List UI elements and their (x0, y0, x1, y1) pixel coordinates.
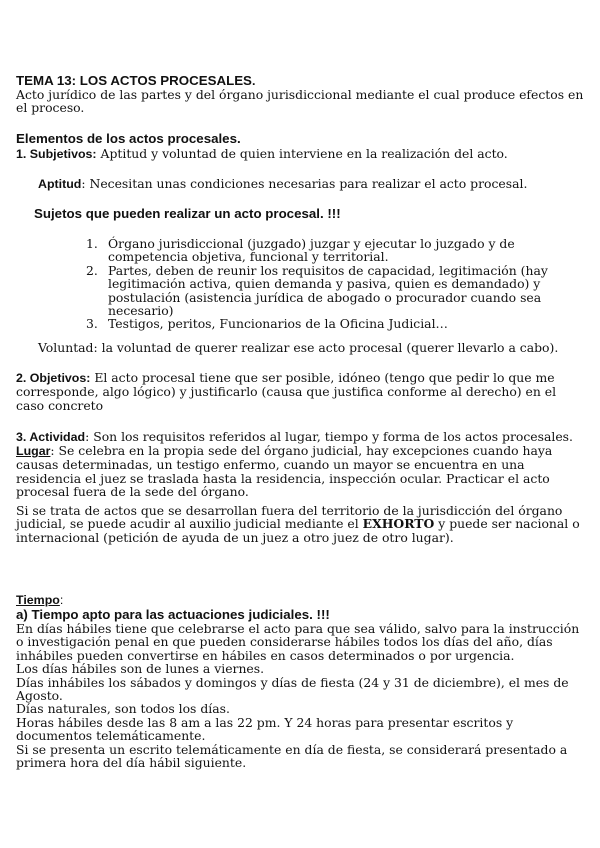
subjetivos-label: 1. Subjetivos: (16, 147, 97, 161)
list-text: Partes, deben de reunir los requisitos de capacidad, legitimación (hay legitimación activa, quien demanda y pasiva, quien es demandado) y postulación (asistencia jurídica de abogado o procurador cuando sea necesario) (108, 262, 548, 319)
exhorto-paragraph (16, 504, 586, 544)
tiempo-body (16, 622, 586, 769)
list-number: 1. (86, 236, 98, 251)
objetivos-paragraph (16, 371, 586, 412)
list-item (86, 237, 586, 264)
lugar-text: : Se celebra en la propia sede del órgano judicial, hay excepciones cuando haya causas determinadas, un testigo enfermo, cuando un mayor se encuentra en una residencia el juez se traslada hasta la residencia, inspección ocular. Practicar el acto procesal fuera de la sede del órgano. (16, 443, 553, 500)
tema-title: TEMA 13: LOS ACTOS PROCESALES (16, 73, 252, 88)
tiempo-line: Si se presenta un escrito telemáticamente en día de fiesta, se considerará presentado a primera hora del día hábil siguiente. (16, 741, 568, 771)
definition-paragraph: Acto jurídico de las partes y del órgano jurisdiccional mediante el cual produce efectos en el proceso. (16, 87, 584, 116)
objetivos-label: 2. Objetivos: (16, 371, 91, 385)
aptitud-paragraph (38, 177, 588, 191)
tiempo-line: Los días hábiles son de lunes a viernes. (16, 661, 265, 677)
tiempo-line: Horas hábiles desde las 8 am a las 22 pm. Y 24 horas para presentar escritos y documentos telemáticamente. (16, 714, 514, 744)
list-item (86, 264, 586, 318)
aptitud-text: : Necesitan unas condiciones necesarias para realizar el acto procesal. (81, 176, 528, 191)
actividad-text: : Son los requisitos referidos al lugar, tiempo y forma de los actos procesales. (85, 429, 573, 444)
subjetivos-paragraph (16, 147, 586, 161)
aptitud-label: Aptitud (38, 177, 82, 191)
tiempo-line: Días naturales, son todos los días. (16, 701, 230, 717)
sujetos-heading: Sujetos que pueden realizar un acto procesal. !!! (34, 206, 341, 221)
tiempo-heading-label: Tiempo (16, 593, 60, 607)
subjetivos-text: Aptitud y voluntad de quien interviene en la realización del acto. (96, 146, 508, 161)
elementos-heading: Elementos de los actos procesales. (16, 131, 241, 146)
lugar-label: Lugar (16, 444, 51, 458)
voluntad-paragraph: Voluntad: la voluntad de querer realizar ese acto procesal (querer llevarlo a cabo). (38, 340, 559, 355)
tiempo-heading-colon: : (59, 593, 64, 607)
list-number: 3. (86, 316, 98, 332)
exhorto-word: EXHORTO (362, 516, 435, 532)
tiempo-line: Días inhábiles los sábados y domingos y días de fiesta (24 y 31 de diciembre), el mes de Agosto. (16, 674, 569, 704)
tiempo-heading (16, 594, 586, 607)
lugar-paragraph (16, 444, 586, 499)
exhorto-post-text: y puede ser nacional o internacional (petición de ayuda de un juez a otro juez de otro lugar). (16, 516, 580, 545)
tiempo-apto-heading: a) Tiempo apto para las actuaciones judiciales. !!! (16, 607, 330, 622)
objetivos-text: El acto procesal tiene que ser posible, idóneo (tengo que pedir lo que me corresponde, algo lógico) y justificarlo (causa que justifica conforme al derecho) en el caso concreto (16, 370, 557, 413)
tema-title-dot: . (251, 74, 256, 88)
sujetos-list (86, 237, 586, 331)
list-text: Testigos, peritos, Funcionarios de la Oficina Judicial… (108, 316, 448, 332)
list-item (86, 317, 586, 330)
list-number: 2. (86, 262, 98, 278)
list-text: Órgano jurisdiccional (juzgado) juzgar y ejecutar lo juzgado y de competencia objetiva, funcional y territorial. (108, 236, 515, 265)
exhorto-pre-text: Si se trata de actos que se desarrollan fuera del territorio de la jurisdicción del órgano judicial, se puede acudir al auxilio judicial mediante el (16, 503, 563, 532)
tiempo-line: En días hábiles tiene que celebrarse el acto para que sea válido, salvo para la instrucción o investigación penal en que pueden considerarse hábiles todos los días del año, días inhábiles pueden convertirse en hábiles en casos determinados o por urgencia. (16, 621, 580, 663)
actividad-label: 3. Actividad (16, 430, 86, 444)
